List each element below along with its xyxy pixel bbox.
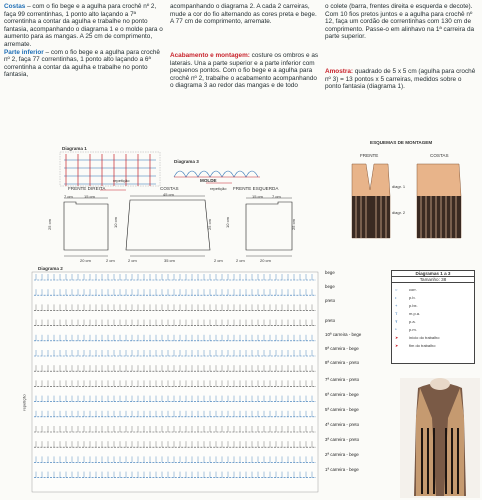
- costas-label: COSTAS: [430, 153, 449, 158]
- costas-body: – com o fio bege e a agulha para crochê nº 2, faça 99 correntinhas, 1 ponto alto laçando a 7ª correntinha a contar da agulha e trabalhe no ponto fantasia, acompanhando o diagrama 1 e o molde para o aumento para as mangas. A 25 cm de comprimento, arremate.: [4, 3, 163, 48]
- end-arrow-icon: ➤: [395, 342, 399, 348]
- acabamento-text: [170, 52, 320, 90]
- molde-h25a: 25 cm: [46, 219, 52, 230]
- diag-1-tag: diagr. 1: [392, 184, 406, 189]
- parte-inferior-body: – com o fio bege e a agulha para crochê nº 2, faça 77 correntinhas, 1 ponto alto laçando a 6ª correntinha a contar da agulha e trabalhe no ponto fantasia,: [4, 48, 160, 79]
- diagram-2-grid: [32, 272, 322, 496]
- molde-fd-left-h: 25 cm: [290, 219, 296, 230]
- diag-2-tag: diagr. 2: [392, 210, 406, 215]
- legend-item: ᵒ p.m.: [395, 326, 417, 332]
- molde-fd-top-b: 15 cm: [84, 194, 95, 199]
- start-arrow-icon: ➤: [395, 334, 399, 340]
- vest-schematic-back: [415, 160, 475, 250]
- molde-frente-direita-title: FRENTE DIREITA: [68, 186, 106, 191]
- column-1-text: [4, 3, 164, 79]
- row-label: 1ª carreira - bege: [325, 467, 359, 472]
- parte-inferior-heading: Parte inferior: [4, 48, 44, 56]
- molde-fd-top-a: 7 cm: [64, 194, 73, 199]
- legend-item: ○ corr.: [395, 286, 417, 292]
- diagram-2-repeat-label: repetição: [21, 394, 27, 411]
- double-crochet-icon: Ŧ: [395, 318, 398, 324]
- acabamento-heading: Acabamento e montagem:: [170, 52, 250, 59]
- chain-icon: ○: [395, 286, 398, 292]
- diagram-3-title: Diagrama 3: [174, 159, 199, 164]
- legend-item: ➤ início do trabalho: [395, 334, 440, 340]
- row-label: 8ª carreira - preto: [325, 360, 360, 365]
- acabamento-body: costure os ombros e as laterais. Una a parte superior e a parte inferior com pequenos pontos. Com o fio bege e a agulha para crochê nº 2, trabalhe o acabamento acompanhando o diagrama 3 ao redor das mangas e de todo: [170, 52, 319, 90]
- diagram-2-title: Diagrama 2: [38, 266, 63, 271]
- molde-costas-top: 45 cm: [163, 192, 174, 197]
- vest-photo: [400, 378, 480, 498]
- molde-fe-side: 2 cm: [236, 258, 245, 263]
- molde-fe-bottom: 20 cm: [260, 258, 271, 263]
- legend-title: Diagramas 1 a 3: [392, 271, 474, 277]
- column-3-text: [325, 3, 477, 41]
- column-2-top-body: acompanhando o diagrama 2. A cada 2 carreiras, mude a cor do fio alternando as cores preta e bege. A 77 cm de comprimento, arremate.: [170, 3, 317, 26]
- slip-stitch-icon: •: [395, 294, 397, 300]
- molde-title: MOLDE: [200, 178, 217, 183]
- column-2-text: [170, 3, 320, 26]
- row-label: 2ª carreira - bege: [325, 452, 359, 457]
- legend-item: • p.b.: [395, 294, 416, 300]
- molde-costas-title: COSTAS: [160, 186, 179, 191]
- molde-costas-side-r: 2 cm: [214, 258, 223, 263]
- diagram-1-repeat-label: repetição: [113, 178, 130, 183]
- molde-h10b: 10 cm: [224, 217, 230, 228]
- row-label: bege: [325, 284, 335, 289]
- row-label: 10ª carreira - bege: [325, 332, 362, 337]
- frente-label: FRENTE: [360, 153, 379, 158]
- legend-item: ➤ fim do trabalho: [395, 342, 436, 348]
- row-label: preto: [325, 318, 336, 323]
- picot-icon: ᵒ: [395, 326, 397, 332]
- row-label: bege: [325, 270, 335, 275]
- row-label: 5ª carreira - bege: [325, 407, 359, 412]
- legend-item: T m.p.a.: [395, 310, 421, 316]
- costas-heading: Costas: [4, 3, 26, 10]
- diagram-3: [172, 163, 262, 187]
- molde-h10a: 10 cm: [112, 217, 118, 228]
- row-label: preto: [325, 298, 336, 303]
- amostra-heading: Amostra:: [325, 68, 354, 75]
- esquemas-title: ESQUEMAS DE MONTAGEM: [370, 140, 433, 145]
- amostra-text: [325, 68, 477, 91]
- amostra-body: quadrado de 5 x 5 cm (agulha para crochê nº 3) = 13 pontos x 5 carreiras, medidos sobre o ponto fantasia (diagrama 1).: [325, 68, 476, 91]
- row-label: 3ª carreira - preto: [325, 437, 360, 442]
- row-label: 7ª carreira - preto: [325, 377, 360, 382]
- molde-fd-side: 2 cm: [106, 258, 115, 263]
- vest-schematic-front: [348, 160, 408, 250]
- molde-fd-bottom: 20 cm: [80, 258, 91, 263]
- molde-costas-bottom: 35 cm: [164, 258, 175, 263]
- diagram-1-title: Diagrama 1: [62, 146, 87, 151]
- half-double-icon: T: [395, 310, 398, 316]
- row-label: 4ª carreira - preto: [325, 422, 360, 427]
- column-3-top-body: o colete (barra, frentes direita e esquerda e decote). Com 10 fios pretos juntos e a agulha para crochê nº 12, faça um cordão de correntinhas com 130 cm de comprimento. Passe-o em alinhavo na 1ª carreira da parte superior.: [325, 3, 475, 41]
- legend-item: + p.bx.: [395, 302, 418, 308]
- molde-frente-esquerda-title: FRENTE ESQUERDA: [233, 186, 279, 191]
- legend-item: Ŧ p.a.: [395, 318, 416, 324]
- molde-h25b: 25 cm: [206, 219, 212, 230]
- molde-fe-top-a: 15 cm: [252, 194, 263, 199]
- single-crochet-icon: +: [395, 302, 398, 308]
- diagram-3-repeat-label: repetição: [210, 186, 227, 191]
- molde-fe-top-b: 7 cm: [272, 194, 281, 199]
- molde-shapes: [40, 190, 320, 268]
- legend-size: Tamanho: 38: [392, 277, 474, 283]
- molde-costas-side-l: 2 cm: [128, 258, 137, 263]
- row-label: 6ª carreira - bege: [325, 392, 359, 397]
- row-label: 9ª carreira - bege: [325, 346, 359, 351]
- legend-box: [391, 270, 475, 364]
